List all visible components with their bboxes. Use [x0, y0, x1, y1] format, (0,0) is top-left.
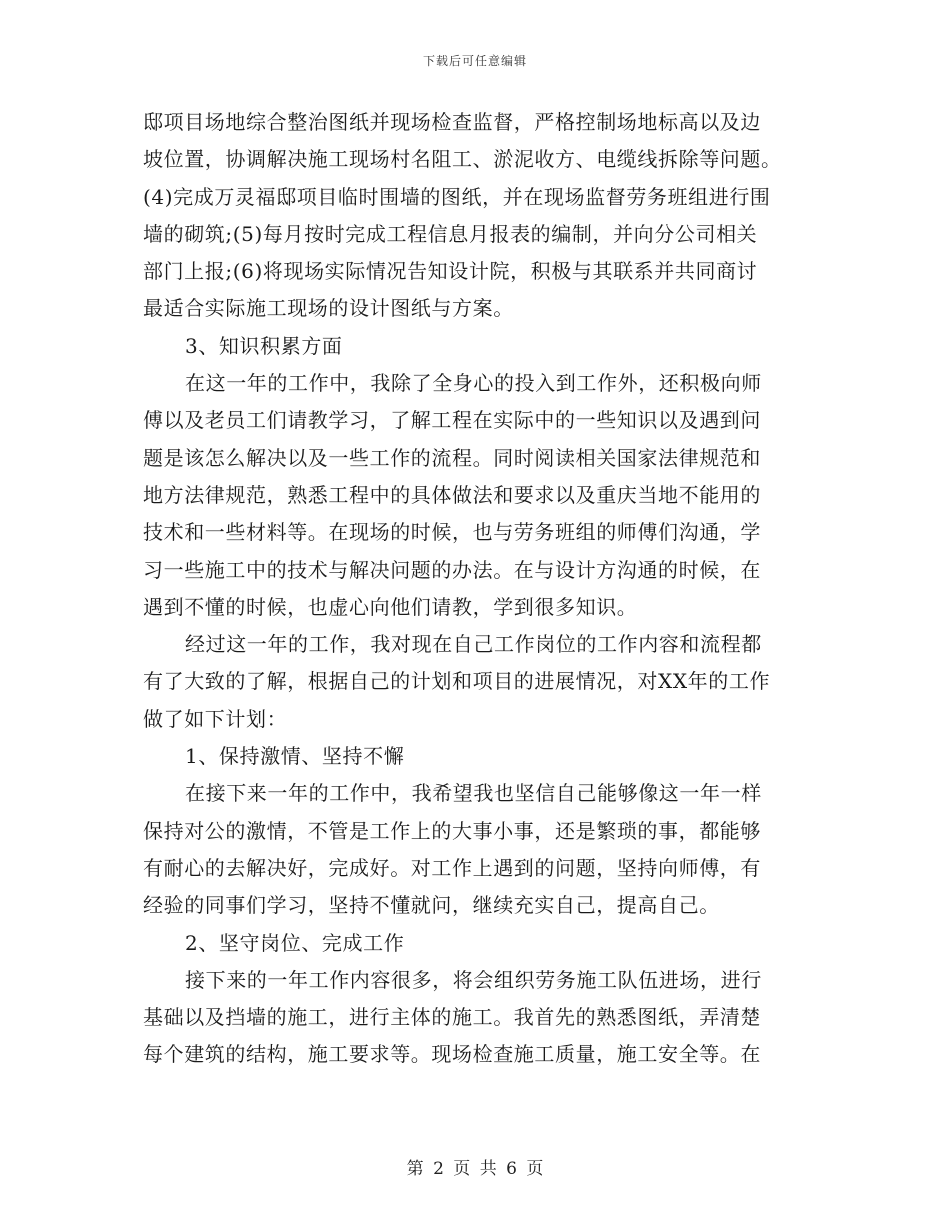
text-line: 傅以及老员工们请教学习，了解工程在实际中的一些知识以及遇到问	[143, 408, 761, 433]
text-line: 习一些施工中的技术与解决问题的办法。在与设计方沟通的时候，在	[143, 557, 761, 582]
text-line: 接下来的一年工作内容很多，将会组织劳务施工队伍进场，进行	[185, 967, 762, 992]
text-line: 邸项目场地综合整治图纸并现场检查监督，严格控制场地标高以及边	[143, 110, 761, 134]
page-footer: 第 2 页 共 6 页	[406, 1159, 544, 1179]
text-line: 1、保持激情、坚持不懈	[185, 744, 405, 769]
text-line: 遇到不懂的时候，也虚心向他们请教，学到很多知识。	[143, 594, 638, 619]
text-line: 题是该怎么解决以及一些工作的流程。同时阅读相关国家法律规范和	[143, 445, 761, 470]
text-line: 有耐心的去解决好，完成好。对工作上遇到的问题，坚持向师傅，有	[143, 855, 761, 880]
text-line: 技术和一些材料等。在现场的时候，也与劳务班组的师傅们沟通，学	[143, 520, 761, 545]
text-line: 有了大致的了解，根据自己的计划和项目的进展情况，对XX年的工作	[143, 669, 771, 694]
text-line: 2、坚守岗位、完成工作	[185, 930, 405, 955]
text-line: 最适合实际施工现场的设计图纸与方案。	[143, 296, 514, 321]
text-line: 经过这一年的工作，我对现在自己工作岗位的工作内容和流程都	[185, 632, 762, 657]
text-line: 保持对公的激情，不管是工作上的大事小事，还是繁琐的事，都能够	[143, 818, 761, 843]
text-line: 部门上报;(6)将现场实际情况告知设计院，积极与其联系并共同商讨	[143, 259, 758, 284]
text-line: 地方法律规范，熟悉工程中的具体做法和要求以及重庆当地不能用的	[143, 482, 761, 507]
text-line: 做了如下计划：	[143, 706, 288, 731]
text-line: (4)完成万灵福邸项目临时围墙的图纸，并在现场监督劳务班组进行围	[143, 184, 771, 209]
page-header: 下载后可任意编辑	[422, 54, 527, 68]
text-line: 基础以及挡墙的施工，进行主体的施工。我首先的熟悉图纸，弄清楚	[143, 1005, 761, 1030]
text-line: 在接下来一年的工作中，我希望我也坚信自己能够像这一年一样	[185, 781, 762, 806]
text-line: 墙的砌筑;(5)每月按时完成工程信息月报表的编制，并向分公司相关	[143, 221, 758, 246]
text-line: 在这一年的工作中，我除了全身心的投入到工作外，还积极向师	[185, 371, 762, 396]
text-line: 坡位置，协调解决施工现场村名阻工、淤泥收方、电缆线拆除等问题。	[143, 147, 782, 172]
text-line: 每个建筑的结构，施工要求等。现场检查施工质量，施工安全等。在	[143, 1042, 761, 1067]
text-line: 经验的同事们学习，坚持不懂就问，继续充实自己，提高自己。	[143, 893, 720, 918]
text-line: 3、知识积累方面	[185, 333, 343, 358]
document-body	[143, 104, 811, 1074]
